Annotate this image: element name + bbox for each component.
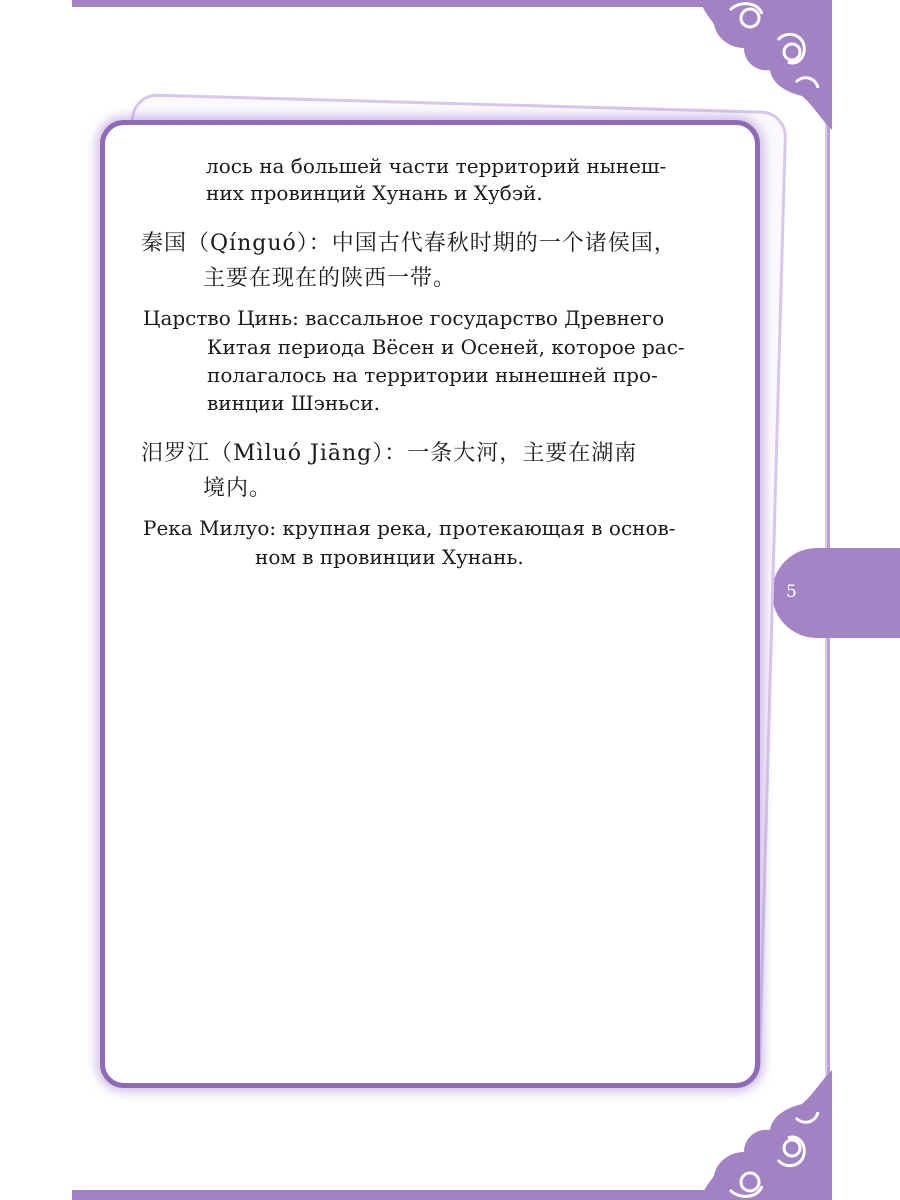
- entry-miluo-chinese: 境内。: [203, 476, 273, 501]
- continuation-line: них провинций Хунань и Хубэй.: [206, 181, 543, 205]
- entry-miluo-chinese: 汨罗江（Mìluó Jiāng）：一条大河，主要在湖南: [141, 441, 638, 466]
- entry-miluo-russian: Река Милуо: крупная река, протекающая в основ-: [143, 516, 676, 540]
- cloud-scroll-ornament-icon: [700, 1070, 832, 1200]
- entry-qin-chinese: 秦国（Qínguó）：中国古代春秋时期的一个诸侯国，: [141, 231, 677, 256]
- entry-qin-russian: Царство Цинь: вассальное государство Древнего: [143, 306, 665, 330]
- entry-qin-chinese: 主要在现在的陕西一带。: [203, 266, 457, 291]
- entry-qin-russian: полагалось на территории нынешней про-: [207, 363, 658, 387]
- entry-miluo-russian: ном в провинции Хунань.: [255, 545, 524, 569]
- entry-qin-russian: Китая периода Вёсен и Осеней, которое рас-: [207, 335, 685, 359]
- entry-qin-russian: винции Шэньси.: [207, 391, 380, 415]
- continuation-line: лось на большей части территорий нынеш-: [206, 154, 667, 178]
- page-number: 5: [786, 582, 797, 602]
